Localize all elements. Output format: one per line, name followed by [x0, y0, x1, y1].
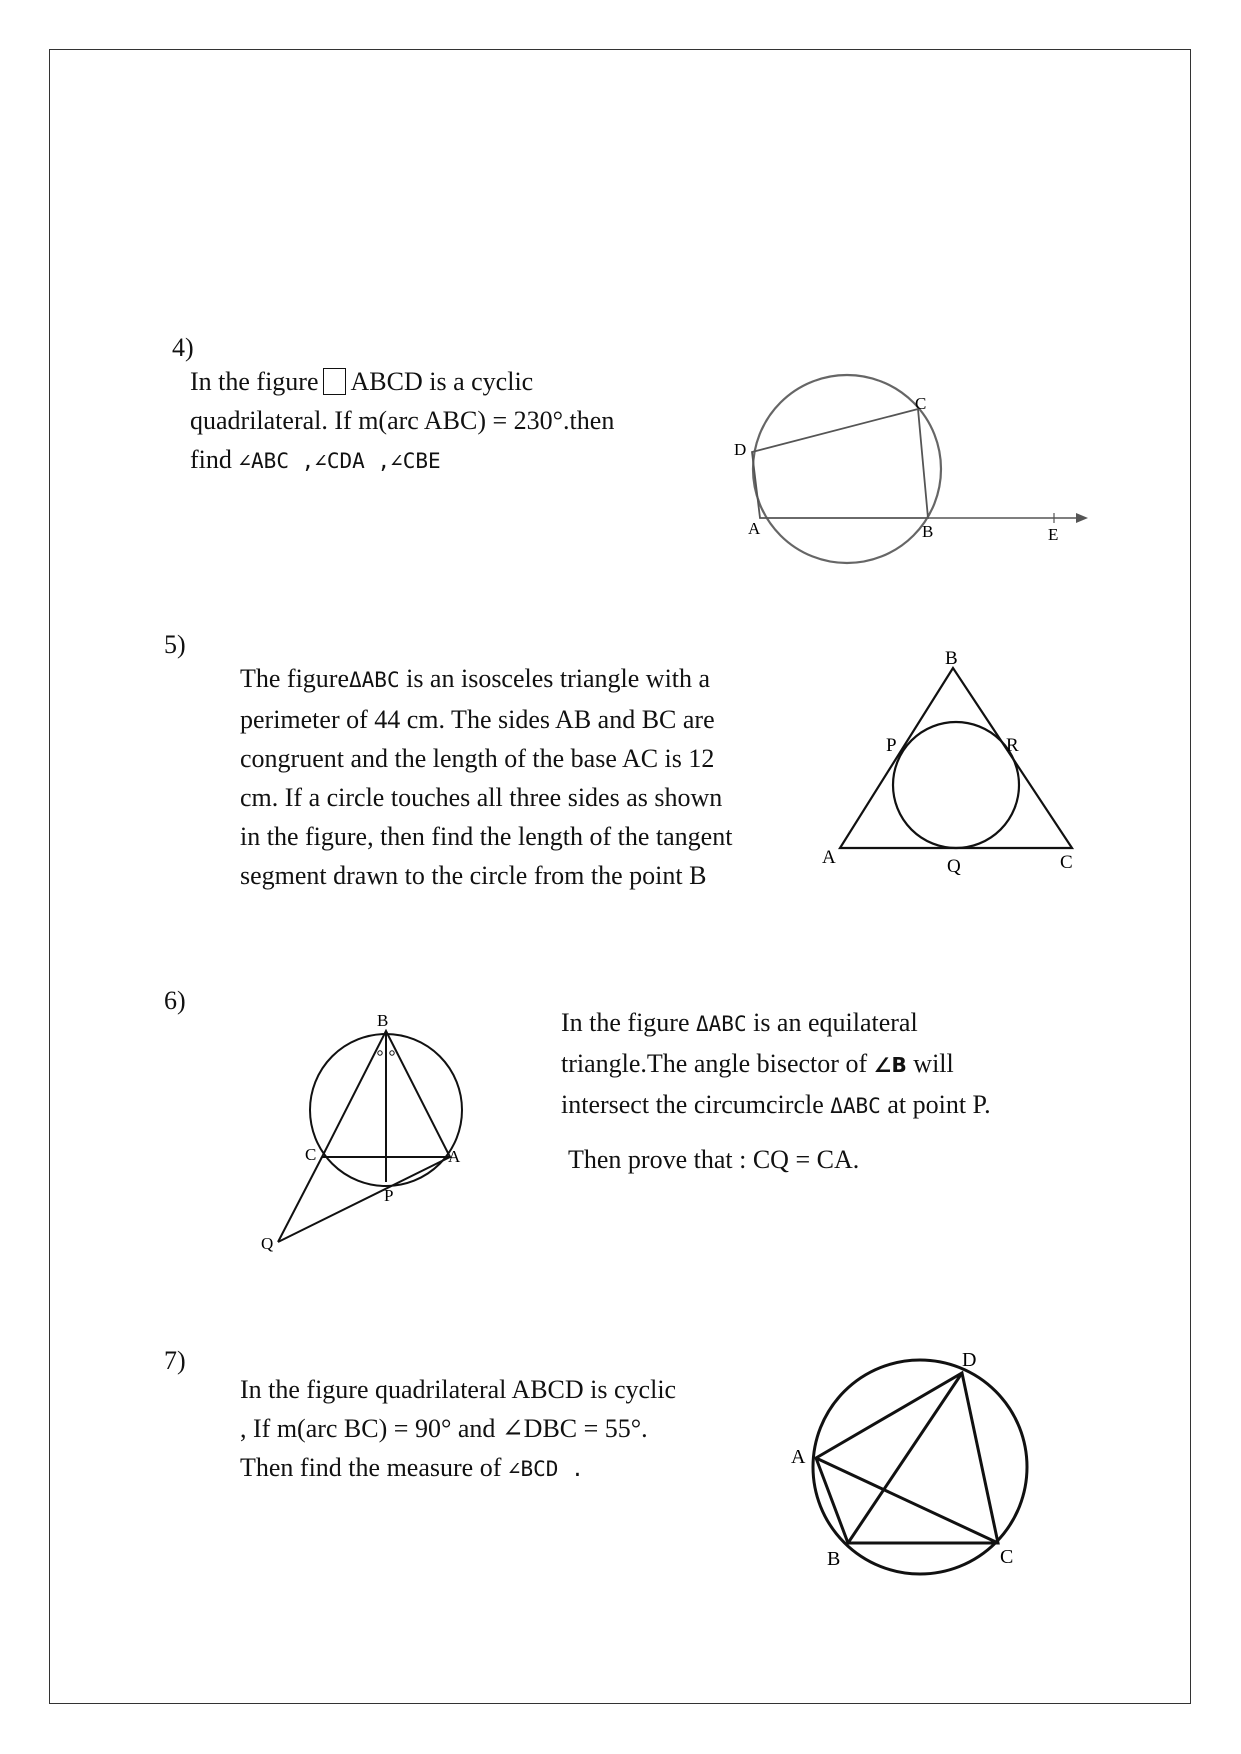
q6-label-p: P — [384, 1186, 394, 1205]
q5-label-c: C — [1060, 852, 1073, 873]
q4-label-e: E — [1048, 525, 1059, 544]
question-5-number: 5) — [164, 630, 186, 659]
q4-line3a: find — [190, 445, 232, 474]
q4-line2: quadrilateral. If m(arc ABC) = 230°.then — [190, 406, 615, 435]
q7-line2: , If m(arc BC) = 90° and ∠DBC = 55°. — [240, 1414, 648, 1443]
q5-line1a: The figure — [240, 664, 350, 693]
q7-line1: In the figure quadrilateral ABCD is cyclic — [240, 1375, 677, 1404]
q6-line1b: is an equilateral — [746, 1008, 918, 1037]
question-7-number: 7) — [164, 1346, 186, 1375]
q4-label-a: A — [748, 519, 761, 538]
question-4-number: 4) — [172, 333, 194, 362]
q5-line3: congruent and the length of the base AC is 12 — [240, 744, 715, 773]
q5-line4: cm. If a circle touches all three sides as shown — [240, 783, 723, 812]
q4-angles: ∠ABC ,∠CDA ,∠CBE — [238, 449, 441, 473]
q4-label-c: C — [915, 394, 927, 413]
q5-label-a: A — [822, 847, 836, 868]
q6-line3a: intersect the circumcircle — [561, 1090, 831, 1119]
q7-quadrilateral — [816, 1373, 998, 1543]
q4-line1a: In the figure — [190, 367, 319, 396]
q5-triangle-symbol: ΔABC — [349, 668, 400, 692]
q7-label-d: D — [962, 1349, 977, 1371]
q7-label-c: C — [1000, 1546, 1014, 1568]
q5-line1b: is an isosceles triangle with a — [399, 664, 711, 693]
q5-label-p: P — [886, 735, 897, 756]
q6-label-a: A — [448, 1147, 461, 1166]
q6-label-b: B — [377, 1011, 389, 1030]
q5-label-r: R — [1006, 735, 1019, 756]
q6-label-q: Q — [261, 1234, 274, 1253]
q4-line1b: ABCD is a cyclic — [350, 367, 534, 396]
q5-label-q: Q — [947, 856, 961, 877]
q6-line1a: In the figure — [561, 1008, 697, 1037]
q6-triangle-symbol-2: ΔABC — [830, 1094, 881, 1118]
q6-line2b: will — [906, 1049, 954, 1078]
q4-label-d: D — [734, 440, 747, 459]
q5-label-b: B — [945, 648, 958, 669]
q6-triangle-symbol: ΔABC — [696, 1012, 747, 1036]
q6-line3b: at point P. — [880, 1090, 991, 1119]
q7-label-a: A — [791, 1446, 806, 1468]
q5-line6: segment drawn to the circle from the point B — [240, 861, 707, 890]
q4-label-b: B — [922, 522, 934, 541]
q7-label-b: B — [827, 1548, 841, 1570]
q5-line2: perimeter of 44 cm. The sides AB and BC are — [240, 705, 715, 734]
q6-line2a: triangle.The angle bisector of — [561, 1049, 874, 1078]
q6-label-c: C — [305, 1145, 317, 1164]
question-6-number: 6) — [164, 986, 186, 1015]
q7-line3a: Then find the measure of — [240, 1453, 508, 1482]
q6-angle-b: ∠B — [873, 1053, 907, 1077]
q5-line5: in the figure, then find the length of the tangent — [240, 822, 733, 851]
q7-angle: ∠BCD . — [507, 1457, 584, 1481]
q6-line4: Then prove that : CQ = CA. — [568, 1145, 860, 1174]
